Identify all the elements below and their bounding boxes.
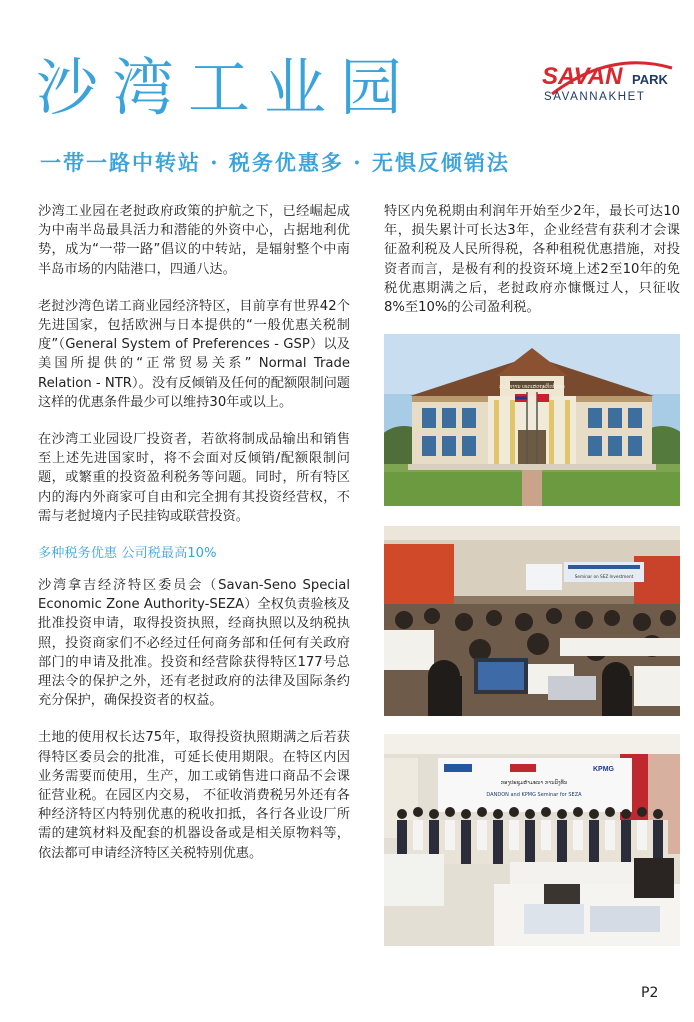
intro-paragraph: 沙湾工业园在老挝政府政策的护航之下，已经崛起成为中南半岛最具活力和潜能的外资中心，占据地利优势，成为“一带一路”倡议的中转站，是辐射整个中南半岛市场的内陆港口，四通八达。 xyxy=(38,204,350,277)
building-sign-text: ສໍານັກງານ ເຂດເສດຖະກິດພິເສດ xyxy=(499,384,565,390)
page-title: 沙湾工业园 xyxy=(36,51,417,124)
logo-brand-main: SAVAN xyxy=(542,63,623,90)
investor-paragraph: 在沙湾工业园设厂投资者，若欲将制成品输出和销售至上述先进国家时，将不会面对反倾销/配额限制问题，或繁重的投资盈利税务等问题。同时，所有特区内的海内外商家可自由和完全拥有其投资经营权，不需与老挝境内子民挂钩或联营投资。 xyxy=(38,432,350,524)
right-column xyxy=(384,202,680,335)
seminar-banner-text: Seminar on SEZ Investment xyxy=(574,574,634,579)
group-banner-line2: DANDON and KPMG Seminar for SEZA xyxy=(486,792,582,798)
logo-brand-sub: PARK xyxy=(632,72,668,87)
group-photo xyxy=(384,734,680,946)
building-photo xyxy=(384,334,680,506)
group-banner-line1: ກອງປະຊຸມສໍາມະນາ ການລົງທຶນ xyxy=(500,780,568,786)
seminar-photo xyxy=(384,526,680,716)
tax-section-heading: 多种税务优惠 公司税最高10% xyxy=(38,546,217,562)
tax-holiday-paragraph: 特区内免税期由利润年开始至少2年，最长可达10年，损失累计可长达3年，企业经营有获利才会课征盈利税及人民所得税，各种租税优惠措施，对投资者而言，是极有利的投资环境上述2至10年的免税优惠期满之后，老挝政府亦慷慨过人，只征收8%至10%的公司盈利税。 xyxy=(384,204,680,316)
page-number: P2 xyxy=(641,985,659,1001)
gsp-paragraph: 老挝沙湾色诺工商业园经济特区，目前享有世界42个先进国家，包括欧洲与日本提供的“一般优惠关税制度”（General System of Preferences - GSP）以及美国所提供的“正常贸易关系” Normal Trade Relation - NTR）。没有反倾销及任何的配额限制问题这样的优惠条件最少可以维持30年或以上。 xyxy=(38,298,350,410)
land-use-paragraph: 土地的使用权长达75年，取得投资执照期满之后若获得特区委员会的批准，可延长使用期限。在特区内因业务需要而使用，生产，加工或销售进口商品不会课征营业税。在园区内交易， 不征收消费税另外还有各种经济特区内特别优惠的税收扣抵，各行各业设厂所需的建筑材料及配套的机器设备或是相关原物料等，依法都可申请经济特区关税特别优惠。 xyxy=(38,730,350,861)
seza-paragraph: 沙湾拿吉经济特区委员会（Savan-Seno Special Economic Zone Authority-SEZA）全权负责验核及批准投资申请，取得投资执照，经商执照以及纳税执照，投资商家们不必经过任何商务部和任何有关政府部门的申请及批准。投资和经营除获得特区177号总理法令的保护之外，还有老挝政府的法律及国际条约充分保护，确保投资者的权益。 xyxy=(38,578,350,709)
savan-park-logo xyxy=(540,54,680,114)
group-banner-logo: KPMG xyxy=(593,766,614,773)
page-subtitle: 一带一路中转站 · 税务优惠多 · 无惧反倾销法 xyxy=(40,150,510,175)
left-column xyxy=(38,202,350,881)
logo-location: SAVANNAKHET xyxy=(544,91,646,103)
